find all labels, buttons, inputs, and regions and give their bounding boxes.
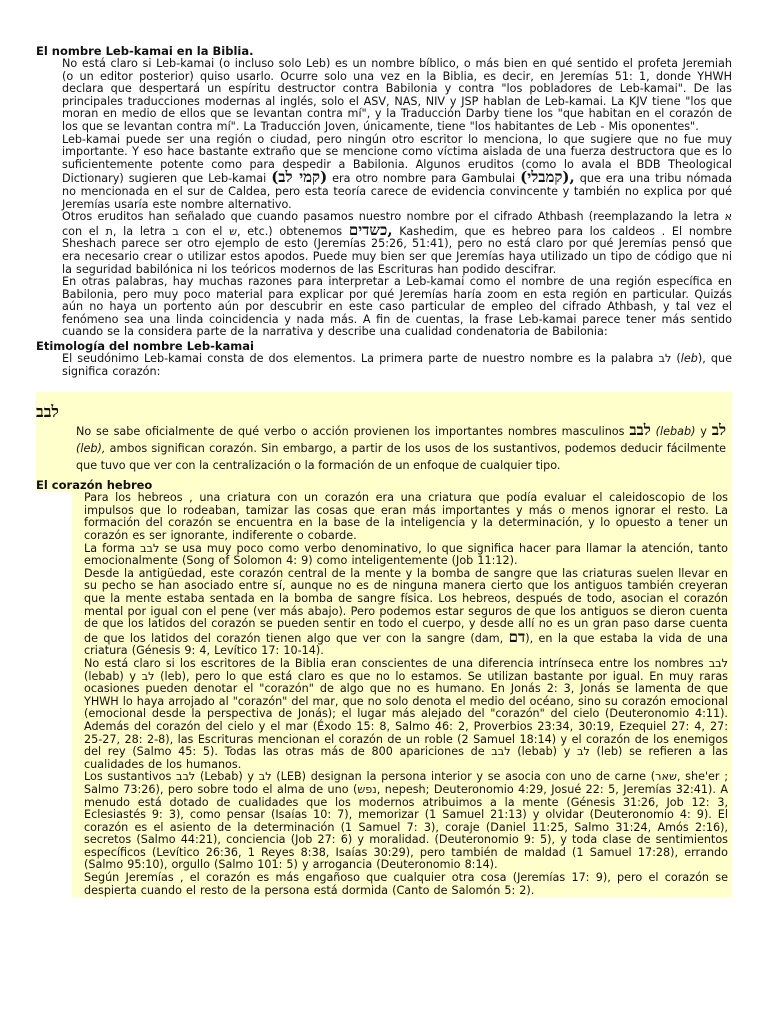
note-text-c: ambos significan corazón. Sin embargo, a partir de los usos de los sustantivos, podemos deducir fácilmente que tuvo que ver con la centralización o la formación de un enfoque de cualquier tipo. <box>76 442 727 473</box>
paragraph-heart-5: Los sustantivos לבב (Lebab) y לב (LEB) designan la persona interior y se asocia con uno de carne (שאר, she'er ; Salmo 73:26), pero sobre todo el alma de uno (נפש, nepesh; Deuteronomio 4:29, Josué 22: 5, Jeremías 32:41). A menudo está dotado de cualidades que los modernos atribuimos a la mente (Génesis 31:26, Job 12: 3, Eclesiastés 9: 3), como pensar (Isaías 10: 7), memorizar (1 Samuel 21:13) y olvidar (Deuteronomio 4: 9). El corazón es el asiento de la determinación (1 Samuel 7: 3), coraje (Daniel 11:25, Salmo 31:24, Amós 2:16), secretos (Salmo 44:21), conciencia (Job 27: 6) y moralidad. (Deuteronomio 9: 5), y toda clase de sentimientos específicos (Levítico 26:36, 1 Reyes 8:38, Isaías 30:29), pero también de maldad (1 Samuel 17:28), errando (Salmo 95:10), orgullo (Salmo 101: 5) y arrogancia (Deuteronomio 8:14). <box>84 770 728 872</box>
paragraph-heart-3-text-a: Desde la antigüedad, este corazón central de la mente y la bomba de sangre que las criaturas suelen llevar en su pecho se han asociado entre sí, aunque no es de ninguna manera cierto que los antiguos también creyeran que la mente estaba sentada en la bomba de sangre física. Los hebreos, después de todo, asocian el corazón mental por igual con el pene (ver más abajo). Pero podemos estar seguros de que los antiguos se dieron cuenta de que los latidos del corazón se pueden sentir en todo el cuerpo, y desde allí no es un gran paso darse cuenta de que los latidos del corazón tienen algo que ver con la sangre (dam, <box>84 566 728 645</box>
hebrew-word-dam: דם <box>508 627 526 646</box>
paragraph-conclusion: En otras palabras, hay muchas razones para interpretar a Leb-kamai como el nombre de una región específica en Babilonia, pero muy poco material para explicar por qué Jeremías haría zoom en esta región en particular. Quizás aún no haya un portento aún por descubrir en este caso particular de empleo del cifrado Athbash, y tal vez el fenómeno sea una linda coincidencia y nada más. A fin de cuentas, la frase Leb-kamai parece tener más sentido cuando se la considera parte de la narrativa y describe una cualidad condenatoria de Babilonia: <box>62 275 732 339</box>
note-lebab-italic: (lebab) <box>655 425 696 439</box>
paragraph-region-text-a: Leb-kamai puede ser una región o ciudad, pero ningún otro escritor lo menciona, lo que sugiere que no fue muy importante. Y eso hace bastante extraño que se mencione como víctima aislada de una fuerza destructora que es lo suficientemente potente como para despedir a Babilonia. Algunos eruditos (como lo avala el BDB Theological Dictionary) sugieren que Leb-kamai <box>62 132 732 186</box>
note-verb-origin <box>36 420 732 478</box>
note-text-a: No se sabe oficialmente de qué verbo o acción provienen los importantes nombres masculinos <box>76 425 625 439</box>
paragraph-athbash-text-a: Otros eruditos han señalado que cuando pasamos nuestro nombre por el cifrado Athbash (reemplazando la letra א con el ת, la letra ב con el ש, etc.) obtenemos <box>62 210 732 238</box>
hebrew-term-kashedim: כשדים, <box>348 220 393 239</box>
paragraph-region <box>62 134 732 212</box>
hebrew-word-leb: לב <box>711 421 726 440</box>
section-title-leb-kamai: El nombre Leb-kamai en la Biblia. <box>36 44 254 58</box>
paragraph-heart-4: No está claro si los escritores de la Biblia eran conscientes de una diferencia intrínseca entre los nombres לבב (lebab) y לב (leb), pero lo que está claro es que no lo estamos. Se utilizan bastante por igual. En muy raras ocasiones pueden denotar el "corazón" de algo que no es humano. En Jonás 2: 3, Jonás se lamenta de que YHWH lo haya arrojado al "corazón" del mar, que no solo denota el medio del océano, sino su corazón emocional (emocional desde la perspectiva de Jonás); el lugar más alejado del "corazón" del cielo (Deuteronomio 4:11). Además del corazón del cielo y el mar (Éxodo 15: 8, Salmo 46: 2, Proverbios 23:34, 30:19, Ezequiel 27: 4, 27: 25-27, 28: 2-8), las Escrituras mencionan el corazón de un roble (2 Samuel 18:14) y el corazón de los enemigos del rey (Salmo 45: 5). Todas las otras más de 800 apariciones de לבב (lebab) y לב (leb) se refieren a las cualidades de los humanos. <box>84 656 729 771</box>
paragraph-heart-3 <box>72 568 732 658</box>
paragraph-region-text-c: que era una tribu nómada no mencionada en el sur de Caldea, pero esta teoría carece de evidencia convincente y también no explica por qué Jeremías usaría este nombre alternativo. <box>62 172 733 211</box>
paragraph-heart-2: La forma לבב se usa muy poco como verbo denominativo, lo que significa hacer para llamar la atención, tanto emocionalmente (Song of Solomon 4: 9) como inteligentemente (Job 11:12). <box>84 541 729 568</box>
hebrew-term-gambulai: (קמבלי), <box>520 168 575 187</box>
paragraph-etymology-text-b: ), que significa corazón: <box>62 352 732 378</box>
paragraph-athbash-text-b: Kashedim, que es hebreo para los caldeos . El nombre Sheshach parece ser otro ejemplo de esto (Jeremías 25:26, 51:41), pero no está claro por qué Jeremías pensó que era necesario crear o utilizar estos apodos. Puede muy bien ser que Jeremías haya utilizado un tipo de código que ni la seguridad babilónica ni los teóricos modernos de las Escrituras han podido descifrar. <box>62 224 732 276</box>
section-title-etymology: Etimología del nombre Leb-kamai <box>36 339 254 354</box>
section-title-hebrew-heart: El corazón hebreo <box>36 478 732 492</box>
term-leb-italic: leb <box>680 352 698 366</box>
note-leb-italic: (leb), <box>76 442 106 456</box>
hebrew-heading-lebab: לבב <box>36 392 732 420</box>
paragraph-region-text-b: era otro nombre para Gambulai <box>332 172 516 186</box>
hebrew-word-lebab: לבב <box>629 421 651 440</box>
paragraph-heart-6: Según Jeremías , el corazón es más engañoso que cualquier otra cosa (Jeremías 17: 9), pero el corazón se despierta cuando el resto de la persona está dormida (Canto de Salomón 5: 2). <box>84 871 728 897</box>
note-text-b: y <box>700 425 707 439</box>
paragraph-etymology-text-a: El seudónimo Leb-kamai consta de dos elementos. La primera parte de nuestro nombre es la palabra לב ( <box>62 352 681 366</box>
paragraph-heart-1: Para los hebreos , una criatura con un corazón era una criatura que podía evaluar el caleidoscopio de los impulsos que lo rodeaban, tamizar las cosas que eran más importantes y más o menos ignorar el resto. La formación del corazón se encuentra en la base de la inteligencia y la determinación, y lo opuesto a tener un corazón es ser ignorante, indiferente o cobarde. <box>84 491 728 543</box>
paragraph-athbash <box>62 211 732 276</box>
paragraph-heart-3-text-b: ), en la que estaba la vida de una criatura (Génesis 9: 4, Levítico 17: 10-14). <box>84 631 729 658</box>
paragraph-etymology <box>62 353 732 378</box>
hebrew-term-lebkamai: (קמי לב) <box>271 168 328 187</box>
hebrew-heart-block <box>72 492 732 897</box>
paragraph-intro: No está claro si Leb-kamai (o incluso solo Leb) es un nombre bíblico, o más bien en qué sentido el profeta Jeremiah (o un editor posterior) quiso usarlo. Ocurre solo una vez en la Biblia, es decir, en Jeremías 51: 1, donde YHWH declara que despertará un espíritu destructor contra Babilonia y contra "los pobladores de Leb-kamai". De las principales traducciones modernas al inglés, solo el ASV, NAS, NIV y JSP hablan de Leb-kamai. La KJV tiene "los que moran en medio de ellos que se levantan contra mí", y la Traducción Darby tiene los "que habitan en el corazón de los que se levantan contra mí". La Traducción Joven, únicamente, tiene "los habitantes de Leb - Mis oponentes". <box>62 57 732 133</box>
